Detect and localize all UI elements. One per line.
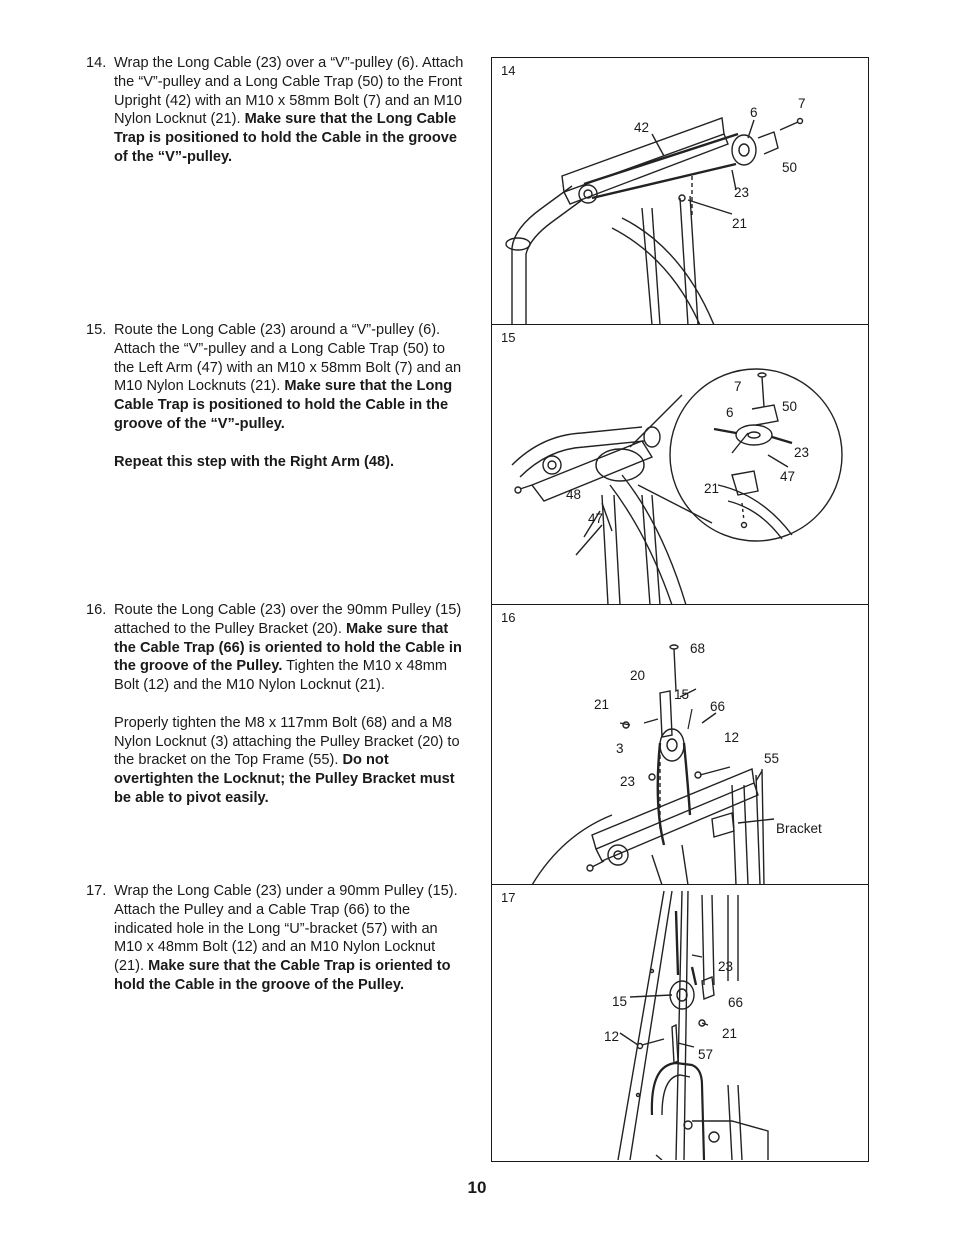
callout-23: 23 bbox=[620, 774, 636, 789]
callout-68: 68 bbox=[690, 641, 706, 656]
callout-21: 21 bbox=[732, 216, 748, 231]
step-paragraph bbox=[114, 601, 466, 695]
figure-16 bbox=[492, 605, 868, 885]
step-15 bbox=[86, 321, 466, 471]
callout-20: 20 bbox=[630, 668, 646, 683]
figure-number: 16 bbox=[501, 610, 516, 625]
callout-23: 23 bbox=[794, 445, 810, 460]
callout-6: 6 bbox=[726, 405, 734, 420]
callout-55: 55 bbox=[764, 751, 780, 766]
page-number: 10 bbox=[467, 1178, 487, 1197]
figure-17 bbox=[492, 885, 868, 1160]
callout-66: 66 bbox=[710, 699, 726, 714]
step-14 bbox=[86, 54, 466, 167]
step-body bbox=[114, 54, 466, 167]
step-paragraph bbox=[114, 882, 466, 995]
callout-21: 21 bbox=[704, 481, 720, 496]
step-number: 15. bbox=[86, 322, 107, 338]
callout-47-zoom: 47 bbox=[780, 469, 796, 484]
callout-12: 12 bbox=[724, 730, 740, 745]
callout-12: 12 bbox=[604, 1029, 620, 1044]
step-paragraph bbox=[114, 54, 466, 167]
callout-15: 15 bbox=[674, 687, 690, 702]
callout-50: 50 bbox=[782, 160, 798, 175]
figure-14 bbox=[492, 58, 868, 325]
step-16 bbox=[86, 601, 466, 808]
callout-66: 66 bbox=[728, 995, 744, 1010]
body-text: Tighten the M10 x 48mm Bolt (12) and the M10 Nylon Locknut (21). bbox=[114, 658, 448, 694]
step-paragraph bbox=[114, 453, 466, 472]
callout-48: 48 bbox=[566, 487, 582, 502]
figure-15 bbox=[492, 325, 868, 605]
bold-text: Make sure that the Long Cable Trap is positioned to hold the Cable in the groove of the “V”-pulley. bbox=[114, 378, 453, 432]
callout-23: 23 bbox=[718, 959, 734, 974]
body-text: Wrap the Long Cable (23) under a 90mm Pulley (15). Attach the Pulley and a Cable Trap (66) to the indicated hole in the Long “U”-bracket (57) with an M10 x 48mm Bolt (12) and an M10 Nylon Locknut (21). bbox=[114, 883, 458, 975]
callout-7: 7 bbox=[798, 96, 806, 111]
bold-text: Make sure that the Long Cable Trap is positioned to hold the Cable in the groove of the “V”-pulley. bbox=[114, 111, 457, 165]
figure-number: 15 bbox=[501, 330, 516, 345]
step-body bbox=[114, 601, 466, 808]
body-text: Route the Long Cable (23) over the 90mm Pulley (15) attached to the Pulley Bracket (20). bbox=[114, 602, 462, 637]
figure-number: 14 bbox=[501, 63, 516, 78]
step-body bbox=[114, 321, 466, 471]
figure-14-callouts bbox=[492, 58, 868, 325]
callout-23: 23 bbox=[734, 185, 750, 200]
bold-text: Do not overtighten the Locknut; the Pulley Bracket must be able to pivot easily. bbox=[114, 752, 455, 806]
callout-3: 3 bbox=[616, 741, 624, 756]
figure-15-callouts bbox=[492, 325, 868, 605]
step-17 bbox=[86, 882, 466, 995]
callout-47: 47 bbox=[588, 511, 604, 526]
callout-50: 50 bbox=[782, 399, 798, 414]
callout-bracket: Bracket bbox=[776, 821, 822, 836]
callout-7: 7 bbox=[734, 379, 742, 394]
step-number: 14. bbox=[86, 55, 107, 71]
callout-42: 42 bbox=[634, 120, 650, 135]
step-body bbox=[114, 882, 466, 995]
step-paragraph bbox=[114, 714, 466, 808]
step-number: 16. bbox=[86, 602, 107, 618]
body-text: Properly tighten the M8 x 117mm Bolt (68) and a M8 Nylon Locknut (3) attaching the Pulley Bracket (20) to the bracket on the Top Frame (55). bbox=[114, 714, 460, 769]
callout-15: 15 bbox=[612, 994, 628, 1009]
step-number: 17. bbox=[86, 883, 107, 899]
callout-21: 21 bbox=[594, 697, 610, 712]
figure-16-callouts bbox=[492, 605, 868, 885]
callout-57: 57 bbox=[698, 1047, 714, 1062]
body-text: Wrap the Long Cable (23) over a “V”-pulley (6). Attach the “V”-pulley and a Long Cable Trap (50) to the Front Upright (42) with an M10 x 58mm Bolt (7) and an M10 Nylon Locknut (21). bbox=[114, 55, 464, 128]
bold-text: Repeat this step with the Right Arm (48). bbox=[114, 453, 395, 470]
figure-17-callouts bbox=[492, 885, 868, 1160]
body-text: Route the Long Cable (23) around a “V”-pulley (6). Attach the “V”-pulley and a Long Cable Trap (50) to the Left Arm (47) with an M10 x 58mm Bolt (7) and an M10 Nylon Locknuts (21). bbox=[114, 322, 462, 395]
step-paragraph bbox=[114, 321, 466, 434]
bold-text: Make sure that the Cable Trap (66) is oriented to hold the Cable in the groove of the Pulley. bbox=[114, 620, 462, 675]
figure-column bbox=[491, 57, 869, 1162]
callout-6: 6 bbox=[750, 105, 758, 120]
bold-text: Make sure that the Cable Trap is oriented to hold the Cable in the groove of the Pulley. bbox=[114, 958, 451, 993]
callout-21: 21 bbox=[722, 1026, 738, 1041]
figure-number: 17 bbox=[501, 890, 516, 905]
